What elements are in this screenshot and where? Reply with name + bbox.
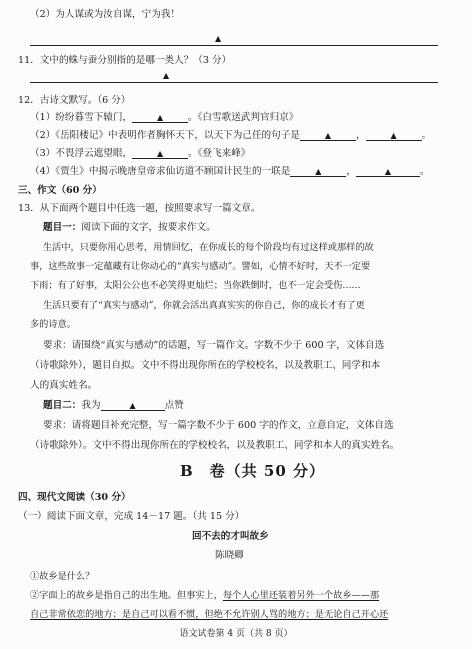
topic2-requirement: 要求：请将题目补充完整，写一篇字数不少于 600 字的作文，立意自定，文体自选 — [43, 420, 394, 431]
topic1-line — [43, 223, 216, 233]
q10-2-text: （2）为人谋或为汝自谋，宁为我！ — [30, 9, 181, 20]
q12-item-4 — [30, 167, 430, 177]
fill-blank: ▲ — [366, 131, 422, 141]
q11-text: 11．文中的蛛与蚕分别指的是哪一类人？（3 分） — [18, 55, 232, 66]
q12-item-3-before: （3）不畏浮云遮望眼， — [30, 148, 133, 159]
q12-item-1-before: （1）纷纷暮雪下辕门， — [30, 112, 133, 123]
fill-blank: ▲ — [101, 401, 165, 411]
topic1-label: 题目一： — [43, 222, 82, 233]
article-title: 回不去的才叫故乡 — [192, 531, 269, 542]
topic1-requirement: 人的真实姓名。 — [30, 380, 98, 391]
topic2-after: 点赞 — [164, 400, 184, 411]
q12-item-2-before: （2）《岳阳楼记》中表明作者胸怀天下，以天下为己任的句子是 — [30, 130, 300, 141]
answer-marker: ▲ — [215, 34, 222, 43]
topic1-para: 事，这些故事一定蕴藏有让你动心的“真实与感动”。譬如，心情不好时，天不一定要 — [30, 261, 371, 272]
article-underlined-text: 每个人心里还装着另外一个故乡——那 — [222, 590, 380, 601]
q12-item-4-before: （4）《贾生》中揭示晚唐皇帝求仙访道不顾国计民生的一联是 — [30, 166, 291, 177]
q12-item-2-after: 。 — [421, 130, 432, 141]
article-underlined-text: 自己非常依恋的地方；是自己可以看不惯，但绝不允许别人骂的地方；是无论自己开心还 — [30, 609, 389, 620]
article-author: 陈晓卿 — [215, 550, 244, 561]
answer-line — [30, 82, 438, 83]
q12-item-1-after: 。《白雪歌送武判官归京》 — [188, 112, 299, 123]
q12-item-2-mid: ， — [355, 130, 366, 141]
q12-item-1 — [30, 113, 298, 123]
subsection-heading: （一）阅读下面文章，完成 14－17 题。（共 15 分） — [18, 511, 245, 522]
topic1-para: 生活只要有了“真实与感动”，你就会活出真真实实的你自己，你的成长才有了更 — [43, 300, 365, 311]
topic2-before: 我为 — [81, 400, 101, 411]
fill-blank: ▲ — [132, 149, 188, 159]
topic2-requirement: （诗歌除外）。文中不得出现你所在的学校校名，以及教职工、同学和本人的真实姓名。 — [30, 440, 400, 451]
q13-text: 13．从下面两个题目中任选一题，按照要求写一篇文章。 — [18, 203, 261, 214]
fill-blank: ▲ — [356, 167, 420, 177]
article-paragraph: ①故乡是什么？ — [30, 571, 95, 582]
page-footer: 语文试卷第 4 页（共 8 页） — [179, 629, 293, 639]
section-heading: 三、作文（60 分） — [18, 185, 102, 196]
section-heading: 四、现代文阅读（30 分） — [18, 492, 131, 503]
q12-item-4-after: 。 — [419, 166, 430, 177]
q12-item-2 — [30, 131, 431, 141]
part-b-title: B 卷（共 50 分） — [180, 462, 325, 480]
topic2-line — [43, 401, 184, 411]
topic1-para: 生活中，只要你用心思考，用情回忆，在你成长的每个阶段均有过这样或那样的故 — [43, 242, 374, 253]
topic2-label: 题目二： — [43, 400, 82, 411]
topic1-text: 阅读下面的文字，按要求作文。 — [81, 222, 216, 233]
q12-item-3-after: 。《登飞来峰》 — [188, 148, 251, 159]
answer-line — [30, 45, 438, 46]
article-paragraph — [30, 591, 379, 600]
topic1-para: 下雨；有了好事，太阳公公也不必笑得更灿烂；当你跌倒时，也不一定会受伤…… — [30, 280, 361, 291]
topic1-requirement: 要求：请围绕“真实与感动”的话题，写一篇作文。字数不少于 600 字，文体自选 — [43, 340, 385, 351]
fill-blank: ▲ — [132, 113, 188, 123]
article-text: ②字面上的故乡是指自己的出生地。但事实上， — [30, 590, 223, 601]
q12-text: 12．古诗文默写。（6 分） — [18, 95, 131, 106]
q12-item-3 — [30, 149, 250, 159]
fill-blank: ▲ — [300, 131, 356, 141]
topic1-requirement: （诗歌除外），题目自拟。文中不得出现你所在的学校校名，以及教职工、同学和本 — [30, 360, 381, 371]
topic1-para: 多的诗意。 — [30, 319, 76, 330]
answer-marker: ▲ — [163, 71, 170, 80]
fill-blank: ▲ — [290, 167, 346, 177]
q12-item-4-mid: ， — [346, 166, 356, 177]
